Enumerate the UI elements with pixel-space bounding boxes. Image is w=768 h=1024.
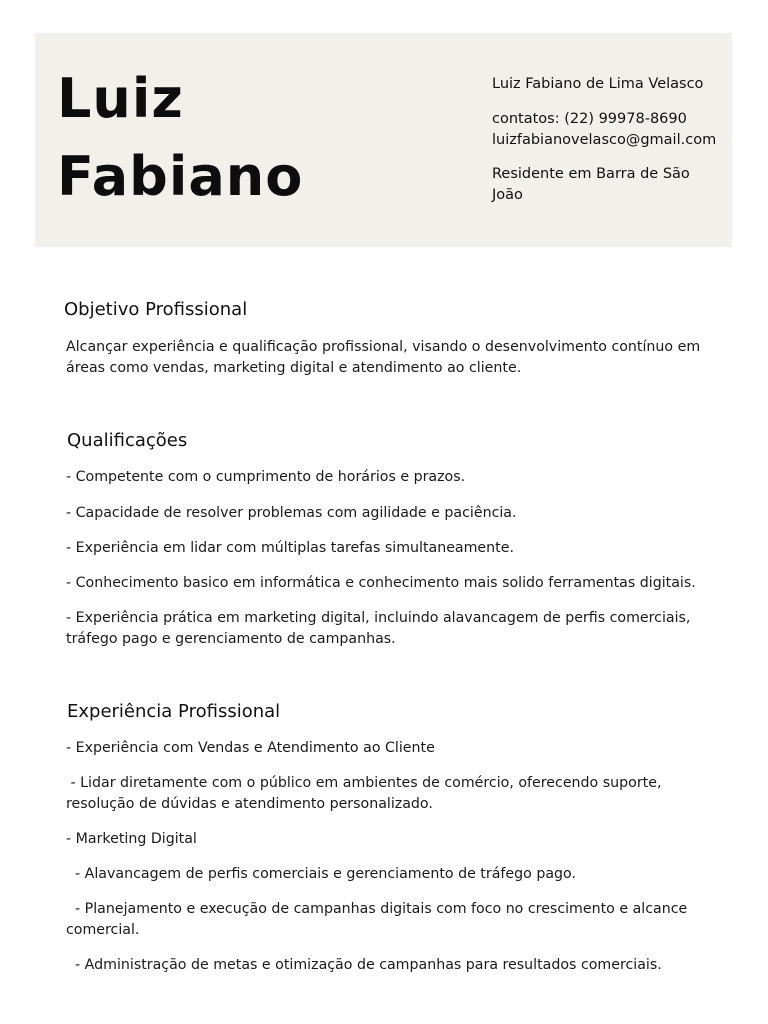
qualification-item: - Capacidade de resolver problemas com agilidade e paciência.	[66, 505, 517, 521]
contact-residence: Residente em Barra de São João	[492, 166, 690, 203]
qualification-item: - Competente com o cumprimento de horários e prazos.	[66, 469, 466, 485]
experience-title: Experiência Profissional	[67, 701, 281, 722]
contact-phone: contatos: (22) 99978-8690	[492, 111, 687, 127]
qualification-item: - Experiência prática em marketing digital, incluindo alavancagem de perfis comerciais, tráfego pago e gerenciamento de campanhas.	[66, 610, 691, 647]
experience-item: - Administração de metas e otimização de campanhas para resultados comerciais.	[66, 957, 662, 973]
experience-item: - Marketing Digital	[66, 831, 197, 847]
qualification-item: - Conhecimento basico em informática e conhecimento mais solido ferramentas digitais.	[66, 575, 696, 591]
experience-item: - Experiência com Vendas e Atendimento ao Cliente	[66, 740, 435, 756]
contact-full-name: Luiz Fabiano de Lima Velasco	[492, 76, 704, 92]
qualifications-title: Qualificações	[67, 430, 188, 451]
experience-item: - Alavancagem de perfis comerciais e gerenciamento de tráfego pago.	[66, 866, 576, 882]
experience-item: - Lidar diretamente com o público em ambientes de comércio, oferecendo suporte, resolução de dúvidas e atendimento personalizado.	[66, 775, 666, 812]
experience-item: - Planejamento e execução de campanhas digitais com foco no crescimento e alcance comercial.	[66, 901, 692, 938]
qualification-item: - Experiência em lidar com múltiplas tarefas simultaneamente.	[66, 540, 514, 556]
objective-text: Alcançar experiência e qualificação profissional, visando o desenvolvimento contínuo em áreas como vendas, marketing digital e atendimento ao cliente.	[66, 339, 701, 376]
name-first: Luiz	[57, 67, 184, 130]
objective-title: Objetivo Profissional	[64, 299, 248, 320]
name-last: Fabiano	[57, 145, 304, 208]
contact-email: luizfabianovelasco@gmail.com	[492, 132, 717, 148]
